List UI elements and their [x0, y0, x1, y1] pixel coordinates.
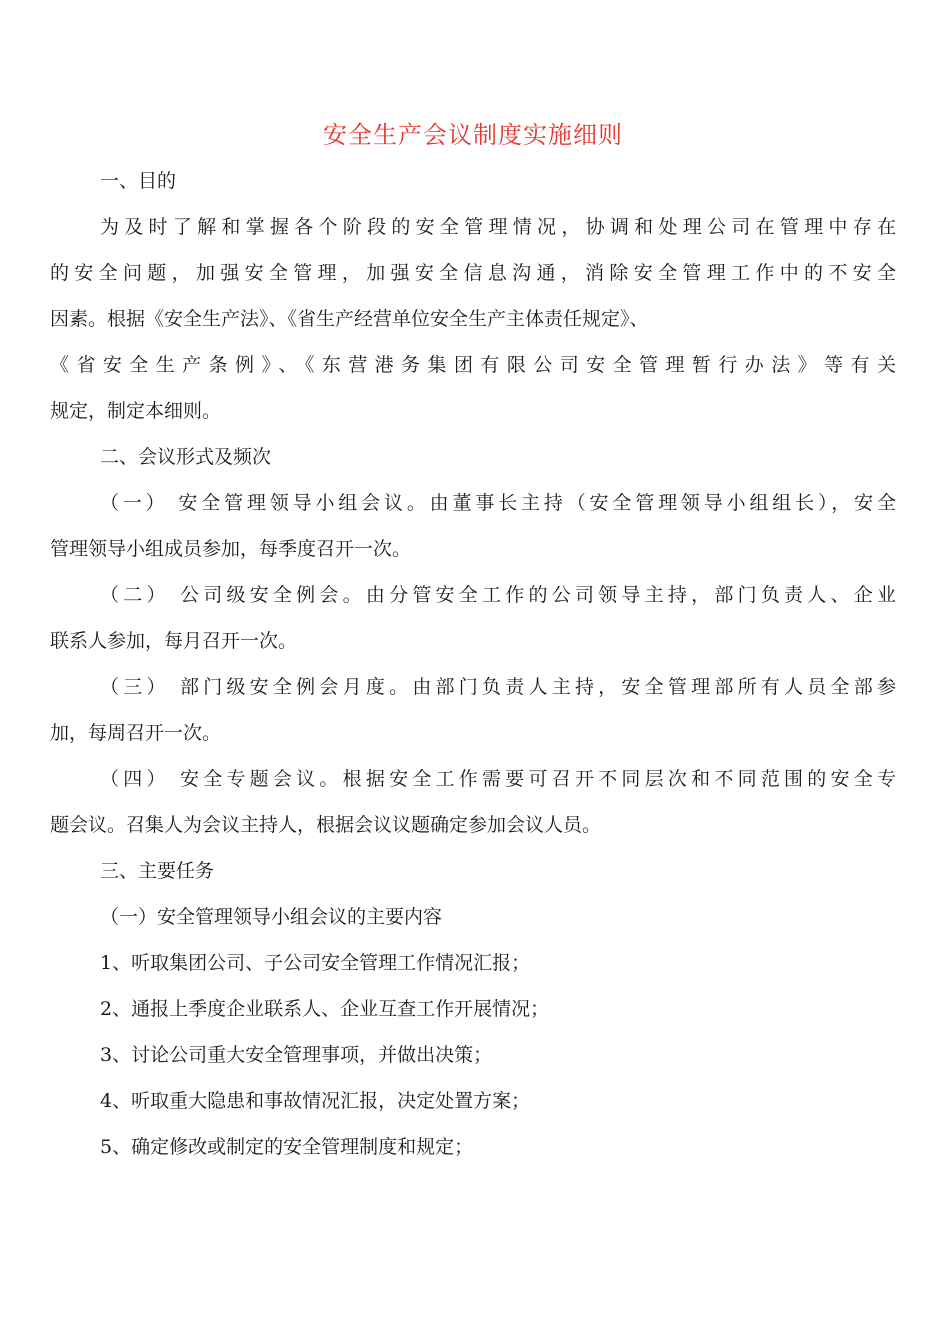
task-list-item: 1、听取集团公司、子公司安全管理工作情况汇报；	[100, 952, 531, 974]
paragraph-line: 《省安全生产条例》、《东营港务集团有限公司安全管理暂行办法》等有关	[50, 354, 896, 376]
meeting-item-line: 题会议。召集人为会议主持人，根据会议议题确定参加会议人员。	[50, 814, 602, 836]
paragraph-line: 的安全问题，加强安全管理，加强安全信息沟通，消除安全管理工作中的不安全	[50, 262, 896, 284]
task-list-item: 4、听取重大隐患和事故情况汇报，决定处置方案；	[100, 1090, 531, 1112]
section-heading-purpose: 一、目的	[100, 170, 177, 192]
paragraph-line: 为及时了解和掌握各个阶段的安全管理情况，协调和处理公司在管理中存在	[100, 216, 896, 238]
document-page	[50, 112, 896, 1170]
meeting-item-line: 加，每周召开一次。	[50, 722, 222, 744]
paragraph-line: 规定，制定本细则。	[50, 400, 222, 422]
task-list-item: 2、通报上季度企业联系人、企业互查工作开展情况；	[100, 998, 550, 1020]
section-heading-main-tasks: 三、主要任务	[100, 860, 215, 882]
meeting-item-line: （四） 安全专题会议。根据安全工作需要可召开不同层次和不同范围的安全专	[100, 768, 896, 790]
task-list-item: 5、确定修改或制定的安全管理制度和规定；	[100, 1136, 474, 1158]
meeting-item-line: （二） 公司级安全例会。由分管安全工作的公司领导主持，部门负责人、企业	[100, 584, 896, 606]
meeting-item-line: 联系人参加，每月召开一次。	[50, 630, 298, 652]
subsection-heading: （一）安全管理领导小组会议的主要内容	[100, 906, 443, 928]
section-heading-meeting-forms: 二、会议形式及频次	[100, 446, 272, 468]
meeting-item-line: （三） 部门级安全例会月度。由部门负责人主持，安全管理部所有人员全部参	[100, 676, 896, 698]
meeting-item-line: 管理领导小组成员参加，每季度召开一次。	[50, 538, 412, 560]
document-title: 安全生产会议制度实施细则	[323, 121, 623, 149]
paragraph-line: 因素。根据《安全生产法》、《省生产经营单位安全生产主体责任规定》、	[50, 308, 649, 330]
meeting-item-line: （一） 安全管理领导小组会议。由董事长主持（安全管理领导小组组长），安全	[100, 492, 896, 514]
task-list-item: 3、讨论公司重大安全管理事项，并做出决策；	[100, 1044, 493, 1066]
